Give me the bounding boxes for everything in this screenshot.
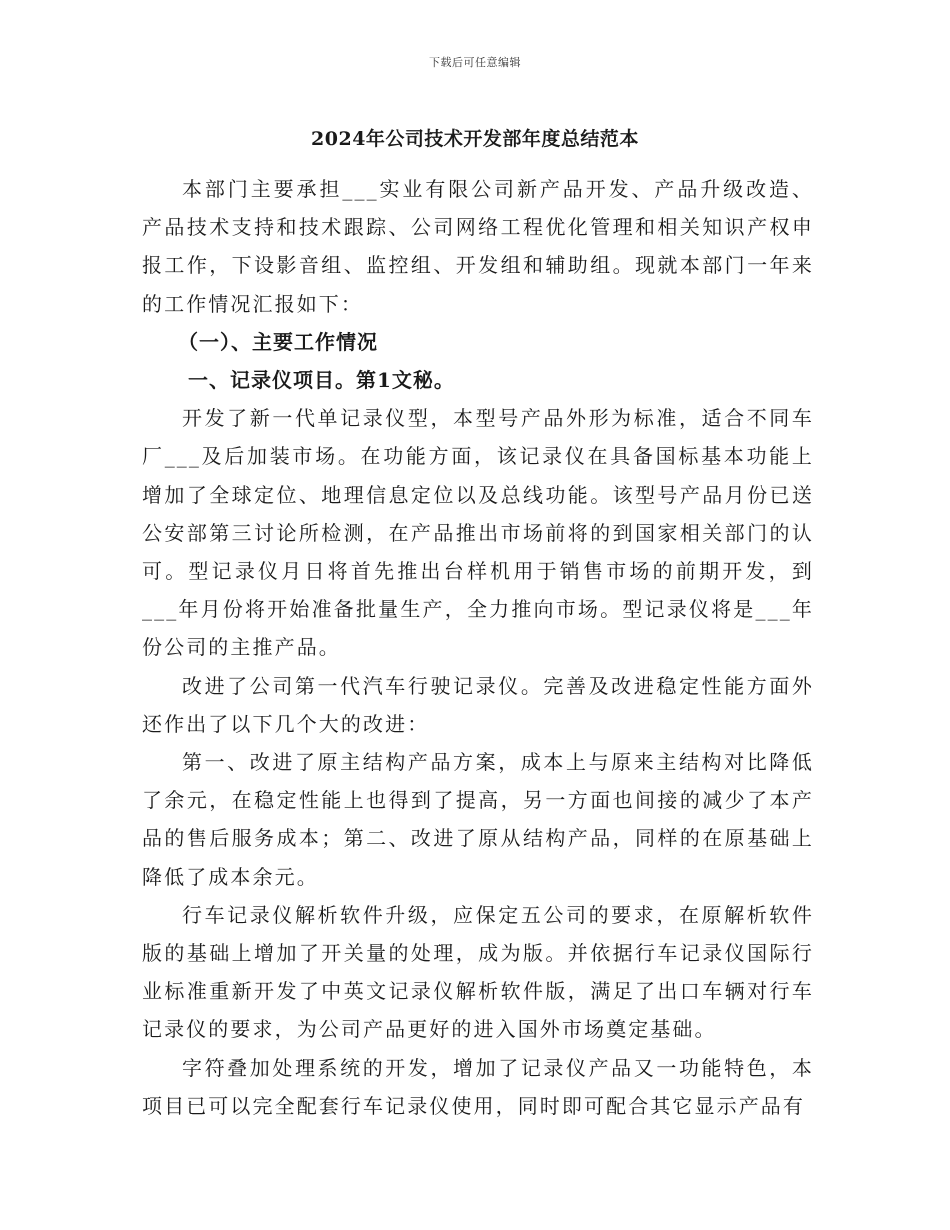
paragraph-first-gen-improvement: 改进了公司第一代汽车行驶记录仪。完善及改进稳定性能方面外还作出了以下几个大的改进：	[142, 673, 814, 736]
document-body	[142, 170, 814, 1125]
paragraph-intro: 本部门主要承担___实业有限公司新产品开发、产品升级改造、产品技术支持和技术跟踪、公司网络工程优化管理和相关知识产权申报工作，下设影音组、监控组、开发组和辅助组。现就本部门一年来的工作情况汇报如下：	[142, 177, 814, 316]
paragraph-new-recorder: 开发了新一代单记录仪型，本型号产品外形为标准，适合不同车厂___及后加装市场。在功能方面，该记录仪在具备国标基本功能上增加了全球定位、地理信息定位以及总线功能。该型号产品月份已送公安部第三讨论所检测，在产品推出市场前将的到国家相关部门的认可。型记录仪月日将首先推出台样机用于销售市场的前期开发，到___年月份将开始准备批量生产，全力推向市场。型记录仪将是___年份公司的主推产品。	[142, 406, 814, 660]
section-heading-recorder-project: 一、记录仪项目。第1文秘。	[188, 368, 455, 393]
section-heading-main-work: （一）、主要工作情况	[178, 329, 378, 354]
paragraph-software-upgrade: 行车记录仪解析软件升级，应保定五公司的要求，在原解析软件版的基础上增加了开关量的处理，成为版。并依据行车记录仪国际行业标准重新开发了中英文记录仪解析软件版，满足了出口车辆对行车记录仪的要求，为公司产品更好的进入国外市场奠定基础。	[142, 902, 814, 1042]
document-title: 2024年公司技术开发部年度总结范本	[311, 128, 639, 150]
paragraph-character-overlay: 字符叠加处理系统的开发，增加了记录仪产品又一功能特色，本项目已可以完全配套行车记录仪使用，同时即可配合其它显示产品有	[142, 1055, 814, 1118]
page-header-note: 下载后可任意编辑	[429, 56, 521, 69]
paragraph-structure-improvements: 第一、改进了原主结构产品方案，成本上与原来主结构对比降低了余元，在稳定性能上也得到了提高，另一方面也间接的减少了本产品的售后服务成本；第二、改进了原从结构产品，同样的在原基础上降低了成本余元。	[142, 750, 814, 889]
